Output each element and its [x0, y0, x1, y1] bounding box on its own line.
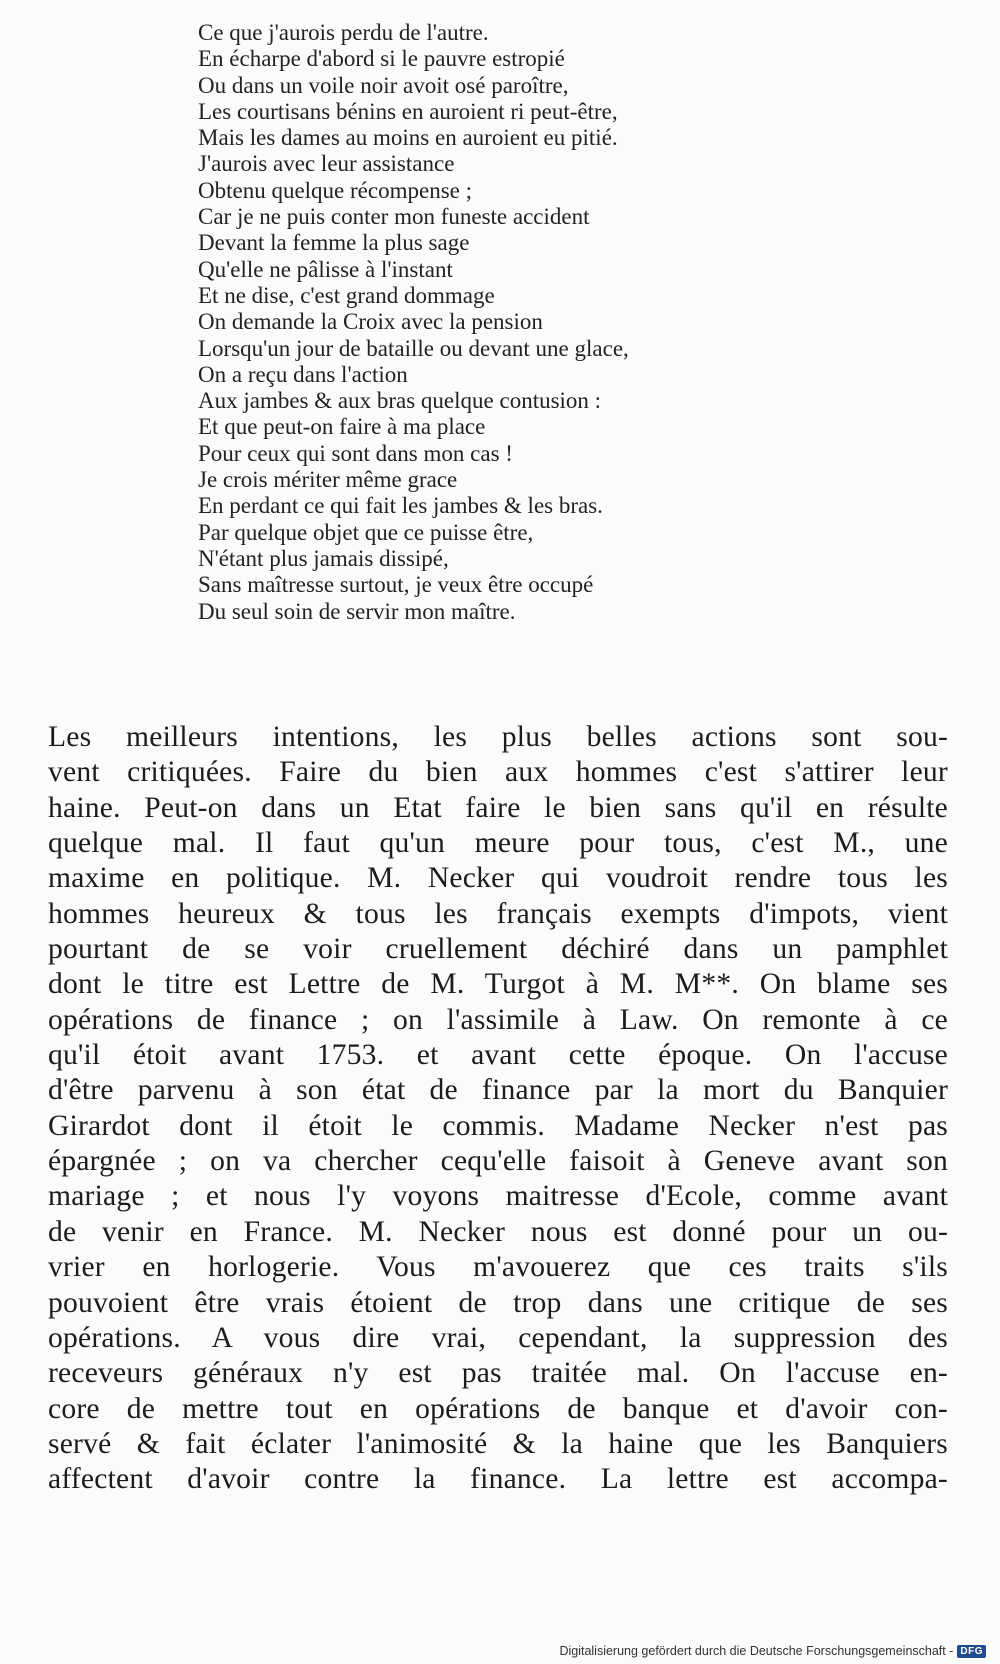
verse-line: Du seul soin de servir mon maître. — [198, 598, 516, 624]
verse-line: Et que peut-on faire à ma place — [198, 414, 486, 440]
dfg-logo: DFG — [957, 1645, 986, 1658]
prose-line: dont le titre est Lettre de M. Turgot à M. M**. On blame ses — [48, 968, 948, 1001]
prose-line: vent critiquées. Faire du bien aux hommes c'est s'attirer leur — [48, 756, 948, 789]
verse-line: N'étant plus jamais dissipé, — [198, 545, 449, 571]
verse-line: Et ne dise, c'est grand dommage — [198, 282, 495, 308]
prose-line: de venir en France. M. Necker nous est donné pour un ou- — [48, 1215, 948, 1248]
verse-block — [198, 20, 758, 625]
prose-line: vrier en horlogerie. Vous m'avouerez que ces traits s'ils — [48, 1251, 948, 1284]
verse-line: Aux jambes & aux bras quelque contusion : — [198, 388, 602, 414]
prose-line: Girardot dont il étoit le commis. Madame Necker n'est pas — [48, 1109, 948, 1142]
prose-line: hommes heureux & tous les français exempts d'impots, vient — [48, 897, 948, 930]
verse-line: Obtenu quelque récompense ; — [198, 177, 472, 203]
verse-line: Mais les dames au moins en auroient eu pitié. — [198, 125, 618, 151]
prose-line: opérations. A vous dire vrai, cependant, la suppression des — [48, 1321, 948, 1354]
digitization-credit — [559, 1644, 986, 1658]
verse-line: On demande la Croix avec la pension — [198, 309, 543, 335]
prose-line: servé & fait éclater l'animosité & la haine que les Banquiers — [48, 1427, 948, 1460]
verse-line: En perdant ce qui fait les jambes & les bras. — [198, 493, 603, 519]
credit-text: Digitalisierung gefördert durch die Deutsche Forschungsgemeinschaft - — [559, 1644, 954, 1658]
verse-line: Sans maîtresse surtout, je veux être occupé — [198, 572, 594, 598]
prose-paragraph — [48, 720, 948, 1498]
prose-line: d'être parvenu à son état de finance par la mort du Banquier — [48, 1074, 948, 1107]
prose-line: opérations de finance ; on l'assimile à Law. On remonte à ce — [48, 1003, 948, 1036]
verse-line: En écharpe d'abord si le pauvre estropié — [198, 46, 565, 72]
prose-line: qu'il étoit avant 1753. et avant cette époque. On l'accuse — [48, 1039, 948, 1072]
prose-line: maxime en politique. M. Necker qui voudroit rendre tous les — [48, 862, 948, 895]
prose-line: pouvoient être vrais étoient de trop dans une critique de ses — [48, 1286, 948, 1319]
verse-line: Par quelque objet que ce puisse être, — [198, 519, 534, 545]
prose-line: épargnée ; on va chercher cequ'elle faisoit à Geneve avant son — [48, 1145, 948, 1178]
verse-line: Ou dans un voile noir avoit osé paroître, — [198, 72, 569, 98]
verse-line: On a reçu dans l'action — [198, 361, 408, 387]
prose-line: Les meilleurs intentions, les plus belles actions sont sou- — [48, 721, 948, 753]
verse-line: J'aurois avec leur assistance — [198, 151, 455, 177]
prose-line: receveurs généraux n'y est pas traitée mal. On l'accuse en- — [48, 1357, 948, 1390]
prose-line: affectent d'avoir contre la finance. La lettre est accompa- — [48, 1463, 948, 1496]
verse-line: Les courtisans bénins en auroient ri peut-être, — [198, 98, 618, 124]
verse-line: Devant la femme la plus sage — [198, 230, 470, 256]
verse-line: Pour ceux qui sont dans mon cas ! — [198, 440, 513, 466]
verse-line: Lorsqu'un jour de bataille ou devant une glace, — [198, 335, 629, 361]
prose-line: haine. Peut-on dans un Etat faire le bien sans qu'il en résulte — [48, 791, 948, 824]
prose-line: mariage ; et nous l'y voyons maitresse d'Ecole, comme avant — [48, 1180, 948, 1213]
prose-line: pourtant de se voir cruellement déchiré dans un pamphlet — [48, 933, 948, 966]
verse-line: Car je ne puis conter mon funeste accident — [198, 204, 590, 230]
verse-line: Je crois mériter même grace — [198, 467, 458, 493]
verse-line: Qu'elle ne pâlisse à l'instant — [198, 256, 453, 282]
verse-line: Ce que j'aurois perdu de l'autre. — [198, 20, 489, 45]
prose-line: core de mettre tout en opérations de banque et d'avoir con- — [48, 1392, 948, 1425]
prose-line: quelque mal. Il faut qu'un meure pour tous, c'est M., une — [48, 827, 948, 860]
